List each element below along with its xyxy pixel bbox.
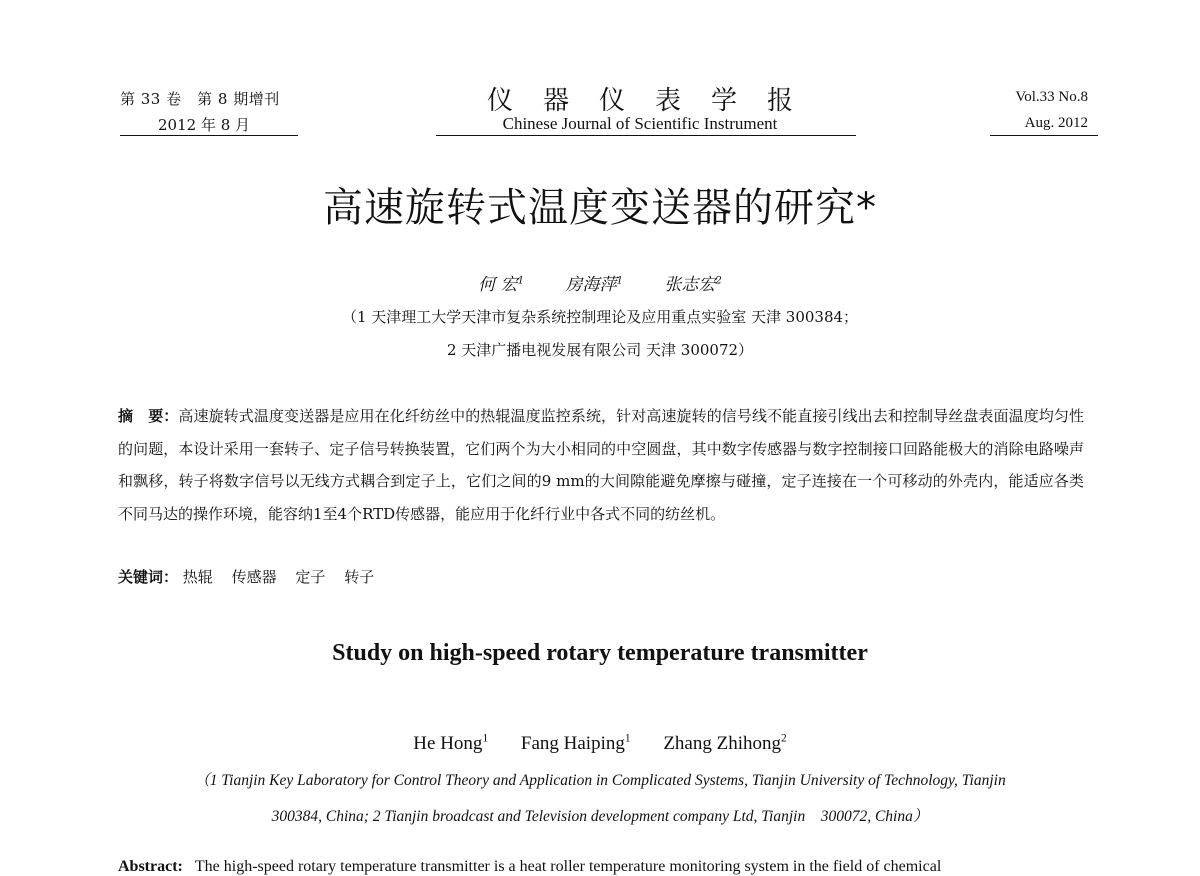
header-rule-left — [120, 135, 298, 136]
volume-en: Vol.33 No.8 — [1015, 89, 1088, 105]
abstract-cn — [118, 400, 1084, 530]
keyword: 转子 — [344, 568, 375, 586]
keywords-cn-label: 关键词： — [118, 568, 179, 586]
abstract-cn-text: 高速旋转式温度变送器是应用在化纤纺丝中的热辊温度监控系统，针对高速旋转的信号线不能直接引线出去和控制导丝盘表面温度均匀性的问题，本设计采用一套转子、定子信号转换装置，它们两个为大小相同的中空圆盘，其中数字传感器与数字控制接口回路能极大的消除电路噪声和飘移，转子将数字信号以无线方式耦合到定子上，它们之间的9 mm的大间隙能避免摩擦与碰撞，定子连接在一个可移动的外壳内，能适应各类不同马达的操作环境，能容纳1至4个RTD传感器，能应用于化纤行业中各式不同的纺丝机。 — [118, 407, 1084, 523]
keywords-cn — [118, 566, 388, 587]
date-cn: 2012 年 8 月 — [158, 116, 251, 134]
paper-title-en: Study on high-speed rotary temperature transmitter — [332, 640, 868, 666]
author-en: Zhang Zhihong$^2$ — [663, 733, 787, 755]
keyword: 定子 — [295, 568, 326, 586]
header-rule-right — [990, 135, 1098, 136]
abstract-en-label: Abstract: — [118, 858, 183, 875]
affiliation-cn-line: 2 天津广播电视发展有限公司 天津 300072） — [446, 341, 754, 359]
author-en: He Hong$^1$ — [413, 733, 489, 755]
affiliation-en-line: （1 Tianjin Key Laboratory for Control Theory and Application in Complicated Systems, Tianjin University of Technology, Tianjin — [194, 772, 1006, 789]
affiliation-en-line: 300384, China; 2 Tianjin broadcast and Television development company Ltd, Tianjin 300072, China） — [271, 808, 929, 825]
abstract-en-text: The high-speed rotary temperature transmitter is a heat roller temperature monitoring system in the field of chemical — [194, 858, 942, 875]
journal-name-en: Chinese Journal of Scientific Instrument — [502, 114, 778, 133]
date-en: Aug. 2012 — [1024, 115, 1088, 131]
header-rule-center — [436, 135, 856, 136]
author-cn: 何 宏$^1$ — [478, 275, 525, 295]
abstract-cn-label: 摘 要： — [118, 407, 179, 425]
keyword: 热辊 — [182, 568, 213, 586]
authors-en — [0, 733, 1200, 755]
author-cn: 房海萍$^1$ — [565, 275, 623, 295]
volume-issue: 第 33 卷 第 8 期增刊 — [120, 90, 280, 108]
abstract-en — [118, 858, 1088, 876]
author-cn: 张志宏$^2$ — [664, 275, 722, 295]
authors-cn — [0, 270, 1200, 295]
keyword: 传感器 — [231, 568, 277, 586]
affiliation-cn-line: （1 天津理工大学天津市复杂系统控制理论及应用重点实验室 天津 300384； — [341, 308, 859, 326]
paper-title-cn: 高速旋转式温度变送器的研究* — [323, 185, 877, 231]
journal-name-cn: 仪器仪表学报 — [486, 86, 823, 116]
author-en: Fang Haiping$^1$ — [520, 733, 631, 755]
